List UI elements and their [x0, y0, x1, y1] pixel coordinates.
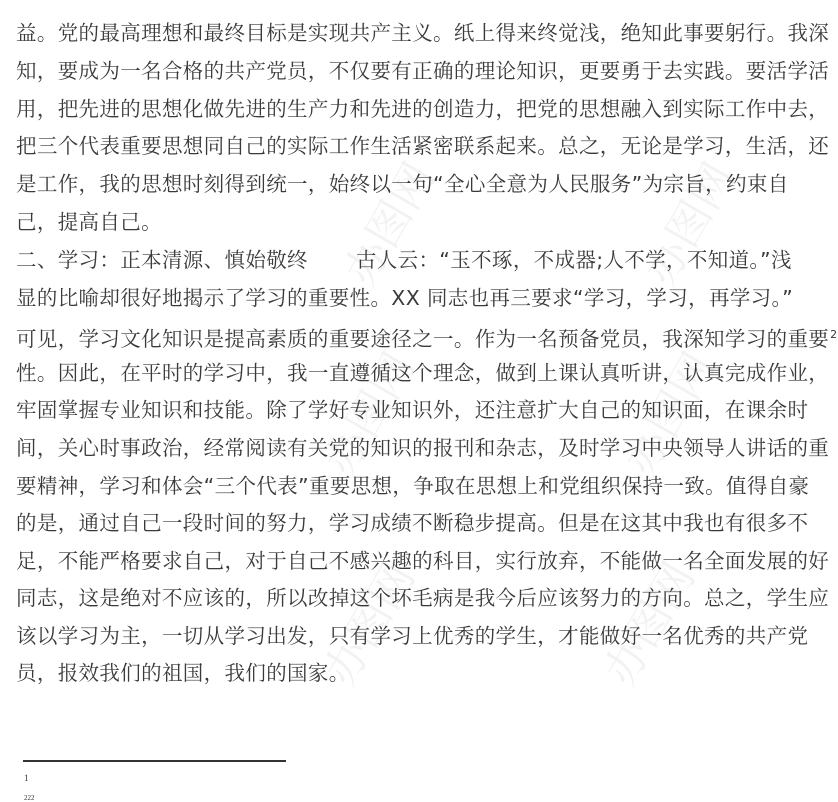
watermark: 办图网 — [314, 554, 425, 695]
section-heading: 二、学习：正本清源、慎始敬终 — [16, 248, 308, 272]
watermark: 办图网 — [594, 554, 705, 695]
footnote-separator — [23, 760, 286, 762]
paragraph-line: 益。党的最高理想和最终目标是实现共产主义。纸上得来终觉浅，绝知此事要躬行。我深 — [16, 21, 830, 45]
paragraph-line: 性。因此，在平时的学习中，我一直遵循这个理念，做到上课认真听讲，认真完成作业， — [16, 361, 830, 385]
paragraph-line: 该以学习为主，一切从学习出发，只有学习上优秀的学生，才能做好一名优秀的共产党 — [16, 624, 809, 648]
paragraph-line: 员，报效我们的祖国，我们的国家。 — [16, 661, 350, 685]
paragraph-line: 把三个代表重要思想同自己的实际工作生活紧密联系起来。总之，无论是学习，生活，还 — [16, 134, 830, 158]
paragraph-line: 是工作，我的思想时刻得到统一，始终以一句“全心全意为人民服务”为宗旨，约束自 — [16, 172, 789, 196]
paragraph-line: 的是，通过自己一段时间的努力，学习成绩不断稳步提高。但是在这其中我也有很多不 — [16, 511, 809, 535]
watermark: 办图网 — [634, 154, 745, 295]
paragraph-line: 同志，这是绝对不应该的，所以改掉这个坏毛病是我今后应该努力的方向。总之，学生应 — [16, 586, 830, 610]
section-line — [16, 248, 792, 272]
paragraph-line: 用，把先进的思想化做先进的生产力和先进的创造力，把党的思想融入到实际工作中去， — [16, 97, 830, 121]
paragraph-line: 要精神，学习和体会“三个代表”重要思想，争取在思想上和党组织保持一致。值得自豪 — [16, 474, 810, 498]
footnote-reference[interactable]: 2 — [830, 328, 838, 341]
paragraph-line: 知，要成为一名合格的共产党员，不仅要有正确的理论知识，更要勇于去实践。要活学活 — [16, 59, 830, 83]
footnote: 1 — [24, 773, 29, 783]
paragraph-line: 间，关心时事政治，经常阅读有关党的知识的报刊和杂志，及时学习中央领导人讲话的重 — [16, 436, 830, 460]
paragraph-line: 牢固掌握专业知识和技能。除了学好专业知识外，还注意扩大自己的知识面，在课余时 — [16, 398, 809, 422]
section-text: 古人云：“玉不琢，不成器;人不学，不知道。”浅 — [355, 248, 792, 272]
paragraph-line: 足，不能严格要求自己，对于自己不感兴趣的科目，实行放弃，不能做一名全面发展的好 — [16, 549, 830, 573]
paragraph-line: 显的比喻却很好地揭示了学习的重要性。XX 同志也再三要求“学习，学习，再学习。” — [16, 286, 794, 310]
paragraph-line: 己，提高自己。 — [16, 210, 162, 234]
footnote: 222 — [24, 794, 35, 802]
watermark: 办图网 — [314, 344, 425, 485]
watermark: 办图网 — [614, 344, 725, 485]
watermark: 办图网 — [334, 154, 445, 295]
paragraph-line — [16, 323, 838, 351]
paragraph-text: 可见，学习文化知识是提高素质的重要途径之一。作为一名预备党员，我深知学习的重要 — [16, 326, 830, 351]
